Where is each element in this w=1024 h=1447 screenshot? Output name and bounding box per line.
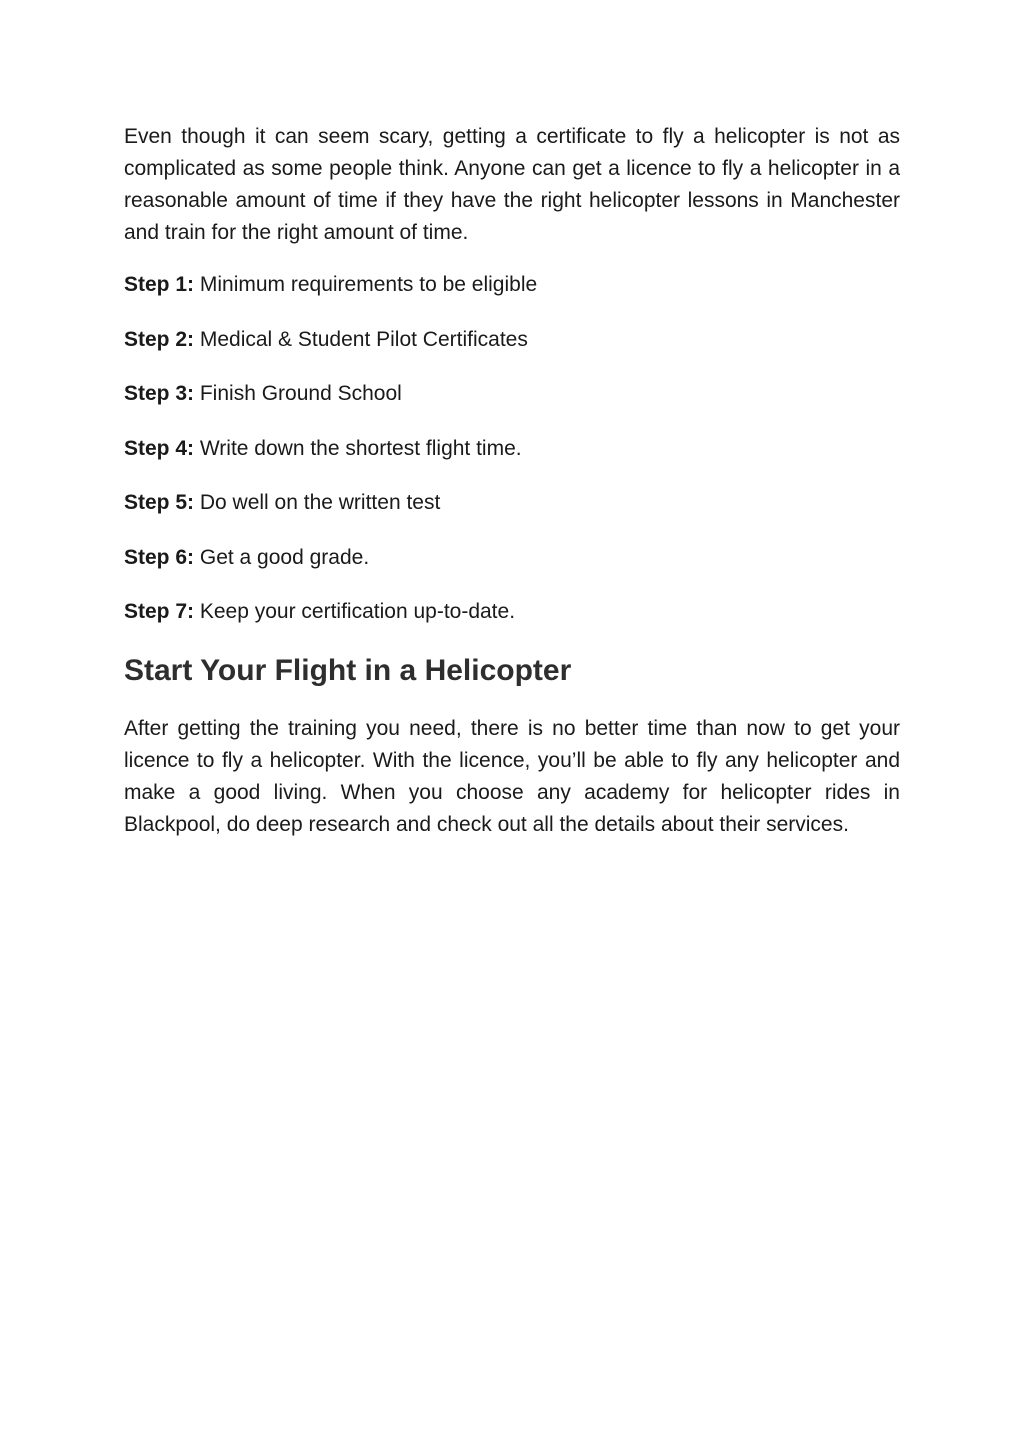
- step-item-6: [124, 542, 900, 574]
- step-label: Step 7:: [124, 600, 195, 623]
- step-label: Step 2:: [124, 327, 195, 351]
- closing-paragraph: After getting the training you need, there is no better time than now to get your licence to fly a helicopter. With the licence, you’ll be able to fly any helicopter and make a good living. When you choose any academy for helicopter rides in Blackpool, do deep research and check out all the details about their services.: [124, 716, 900, 836]
- section-heading: Start Your Flight in a Helicopter: [124, 653, 572, 687]
- intro-paragraph: Even though it can seem scary, getting a certificate to fly a helicopter is not as complicated as some people think. Anyone can get a licence to fly a helicopter in a reasonable amount of time if they have the right helicopter lessons in Manchester and train for the right amount of time.: [124, 125, 900, 244]
- step-label: Step 1:: [124, 273, 195, 296]
- step-item-3: [124, 378, 900, 410]
- step-item-5: [124, 487, 900, 519]
- step-text: Write down the shortest flight time.: [199, 436, 522, 460]
- step-label: Step 4:: [124, 436, 195, 460]
- step-text: Medical & Student Pilot Certificates: [199, 327, 528, 351]
- step-text: Finish Ground School: [199, 382, 402, 405]
- step-label: Step 5:: [124, 491, 195, 514]
- step-text: Minimum requirements to be eligible: [199, 273, 538, 296]
- step-item-7: [124, 596, 900, 628]
- step-item-4: [124, 433, 900, 465]
- step-item-2: [124, 324, 900, 356]
- step-label: Step 6:: [124, 545, 195, 569]
- steps-list: [124, 269, 900, 628]
- step-text: Keep your certification up-to-date.: [199, 600, 516, 623]
- step-text: Do well on the written test: [199, 491, 441, 514]
- step-label: Step 3:: [124, 382, 195, 405]
- step-text: Get a good grade.: [199, 545, 370, 569]
- step-item-1: [124, 269, 900, 301]
